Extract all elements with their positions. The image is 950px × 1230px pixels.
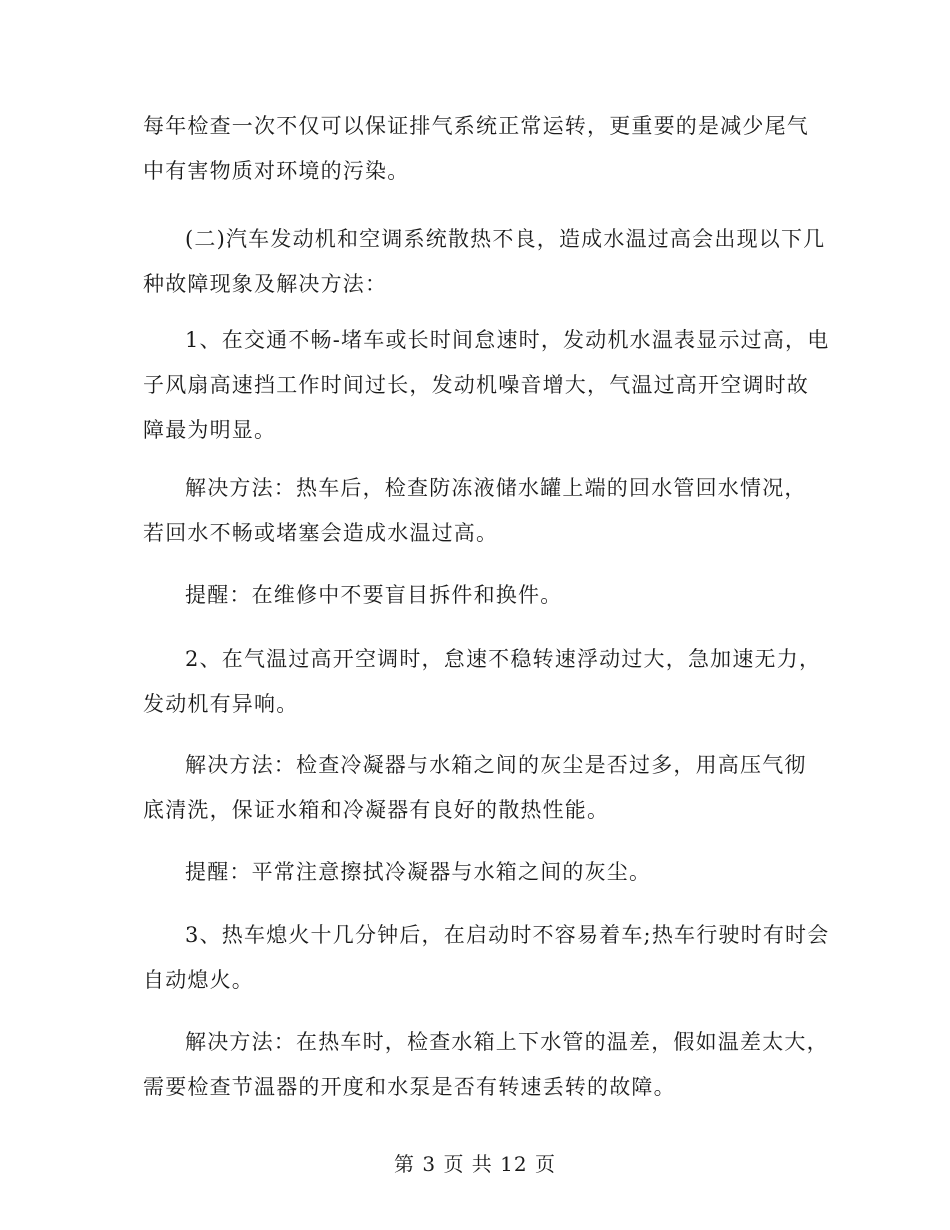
paragraph-fault-3 bbox=[143, 913, 830, 1003]
text-line: 底清洗，保证水箱和冷凝器有良好的散热性能。 bbox=[143, 798, 610, 822]
page-number-footer: 第 3 页 共 12 页 bbox=[394, 1152, 556, 1176]
text-line: 提醒：在维修中不要盲目拆件和换件。 bbox=[185, 583, 563, 607]
text-line: (二)汽车发动机和空调系统散热不良，造成水温过高会出现以下几 bbox=[185, 227, 826, 251]
text-line: 每年检查一次不仅可以保证排气系统正常运转，更重要的是减少尾气 bbox=[143, 114, 809, 138]
text-line: 需要检查节温器的开度和水泵是否有转速丢转的故障。 bbox=[143, 1075, 676, 1099]
text-line: 自动熄火。 bbox=[143, 968, 254, 992]
text-line: 种故障现象及解决方法： bbox=[143, 272, 388, 296]
paragraph-fault-2 bbox=[143, 637, 822, 727]
text-line: 若回水不畅或堵塞会造成水温过高。 bbox=[143, 521, 499, 545]
paragraph-section-two bbox=[143, 217, 826, 307]
text-line: 发动机有异响。 bbox=[143, 692, 299, 716]
text-line: 解决方法：热车后，检查防冻液储水罐上端的回水管回水情况， bbox=[185, 476, 807, 500]
text-line: 提醒：平常注意擦拭冷凝器与水箱之间的灰尘。 bbox=[185, 860, 652, 884]
paragraph-solution-2 bbox=[143, 743, 813, 833]
text-line: 1、在交通不畅-堵车或长时间怠速时，发动机水温表显示过高，电 bbox=[185, 328, 830, 352]
paragraph-fault-1 bbox=[143, 318, 830, 453]
text-line: 2、在气温过高开空调时，怠速不稳转速浮动过大，急加速无力， bbox=[185, 647, 822, 671]
text-line: 解决方法：在热车时，检查水箱上下水管的温差，假如温差太大， bbox=[185, 1030, 829, 1054]
text-line: 中有害物质对环境的污染。 bbox=[143, 159, 410, 183]
text-line: 子风扇高速挡工作时间过长，发动机噪音增大，气温过高开空调时故 bbox=[143, 373, 809, 397]
paragraph-exhaust-check bbox=[143, 104, 813, 194]
paragraph-solution-1 bbox=[143, 466, 813, 556]
paragraph-solution-3 bbox=[143, 1020, 829, 1110]
text-line: 障最为明显。 bbox=[143, 418, 277, 442]
text-line: 解决方法：检查冷凝器与水箱之间的灰尘是否过多，用高压气彻 bbox=[185, 753, 807, 777]
paragraph-reminder-2 bbox=[143, 850, 813, 895]
paragraph-reminder-1 bbox=[143, 573, 813, 618]
text-line: 3、热车熄火十几分钟后，在启动时不容易着车;热车行驶时有时会 bbox=[185, 923, 830, 947]
